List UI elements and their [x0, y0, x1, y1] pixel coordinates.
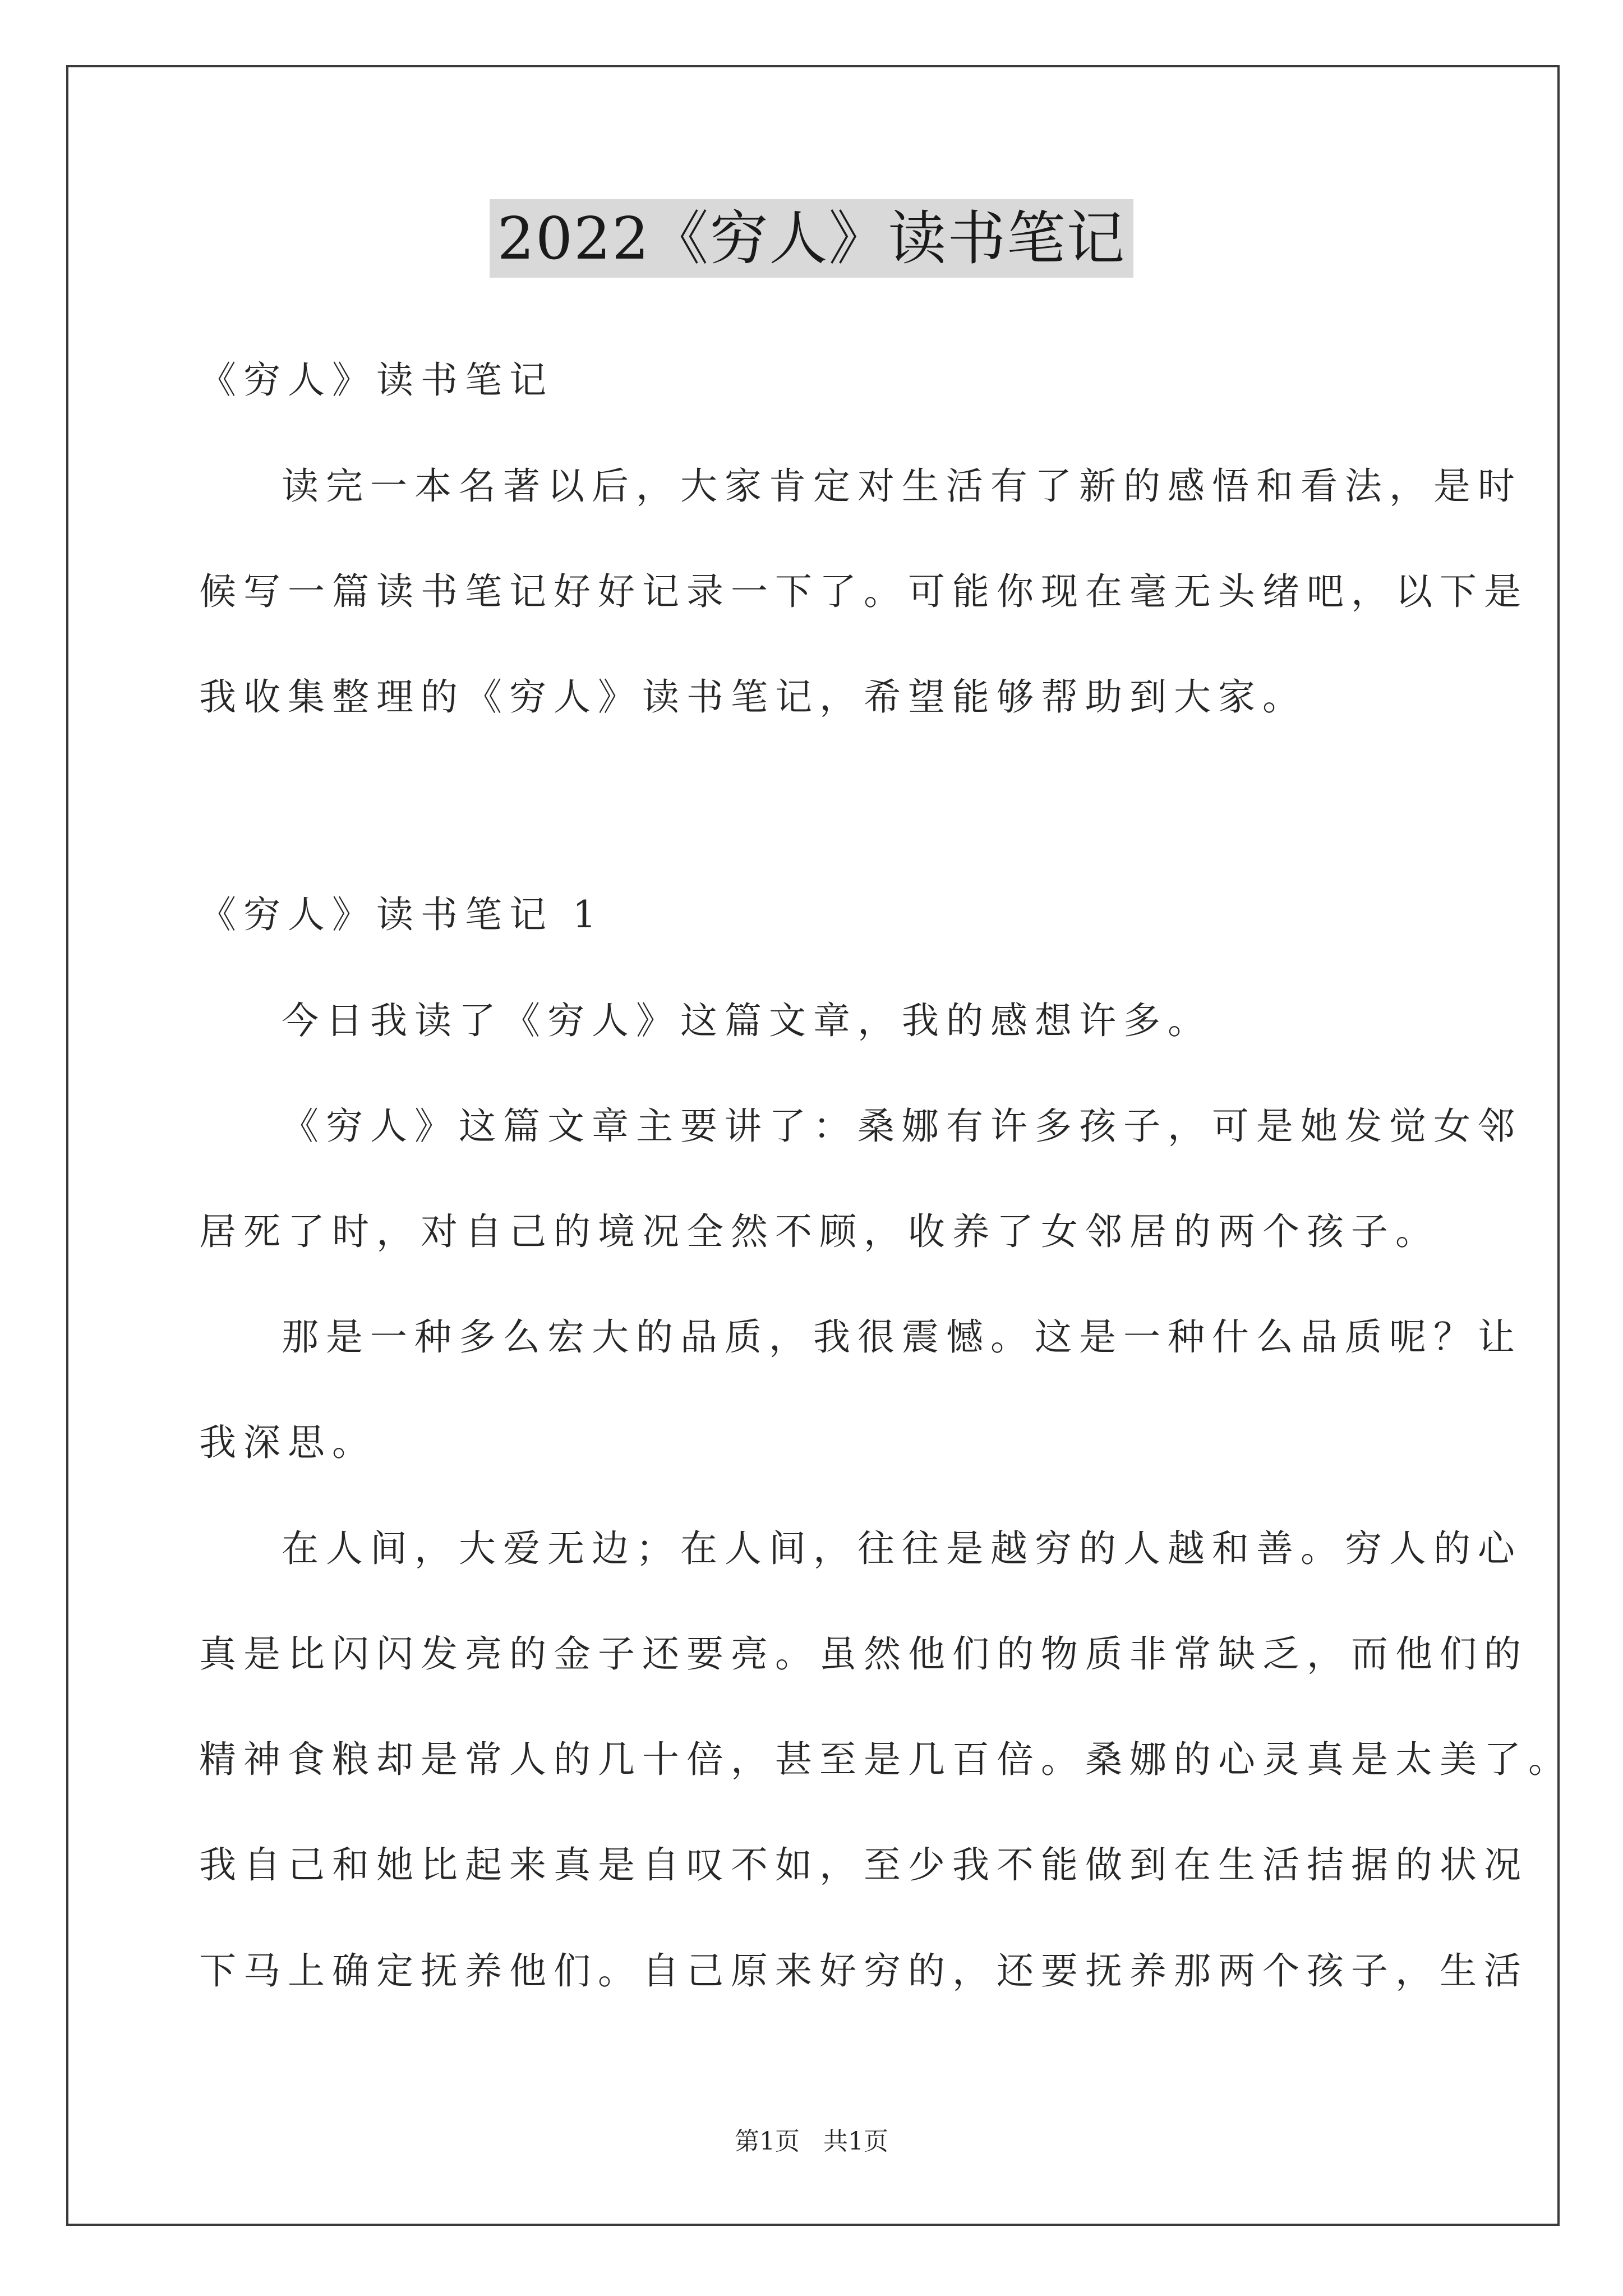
body-line: 我自己和她比起来真是自叹不如，至少我不能做到在生活拮据的状况 — [199, 1843, 1528, 1887]
intro-line: 候写一篇读书笔记好好记录一下了。可能你现在毫无头绪吧，以下是 — [199, 570, 1528, 613]
intro-line: 读完一本名著以后，大家肯定对生活有了新的感悟和看法，是时 — [282, 464, 1522, 508]
body-line: 下马上确定抚养他们。自己原来好穷的，还要抚养那两个孩子，生活 — [199, 1949, 1528, 1993]
body-line: 在人间，大爱无边；在人间，往往是越穷的人越和善。穷人的心 — [282, 1527, 1522, 1570]
body-line: 那是一种多么宏大的品质，我很震憾。这是一种什么品质呢？让 — [282, 1315, 1522, 1359]
document-title: 2022《穷人》读书笔记 — [490, 199, 1134, 278]
body-line: 真是比闪闪发亮的金子还要亮。虽然他们的物质非常缺乏，而他们的 — [199, 1632, 1528, 1676]
body-line: 我深思。 — [199, 1421, 376, 1464]
title-container — [0, 199, 1623, 278]
body-line: 精神食粮却是常人的几十倍，甚至是几百倍。桑娜的心灵真是太美了。 — [199, 1738, 1573, 1781]
intro-line: 我收集整理的《穷人》读书笔记，希望能够帮助到大家。 — [199, 675, 1307, 719]
section-heading: 《穷人》读书笔记 1 — [199, 893, 603, 936]
page-footer: 第1页 共1页 — [735, 2127, 888, 2156]
body-line: 今日我读了《穷人》这篇文章，我的感想许多。 — [282, 999, 1212, 1042]
body-line: 居死了时，对自己的境况全然不顾，收养了女邻居的两个孩子。 — [199, 1210, 1440, 1253]
subtitle: 《穷人》读书笔记 — [199, 358, 554, 402]
body-line: 《穷人》这篇文章主要讲了：桑娜有许多孩子，可是她发觉女邻 — [282, 1105, 1522, 1148]
